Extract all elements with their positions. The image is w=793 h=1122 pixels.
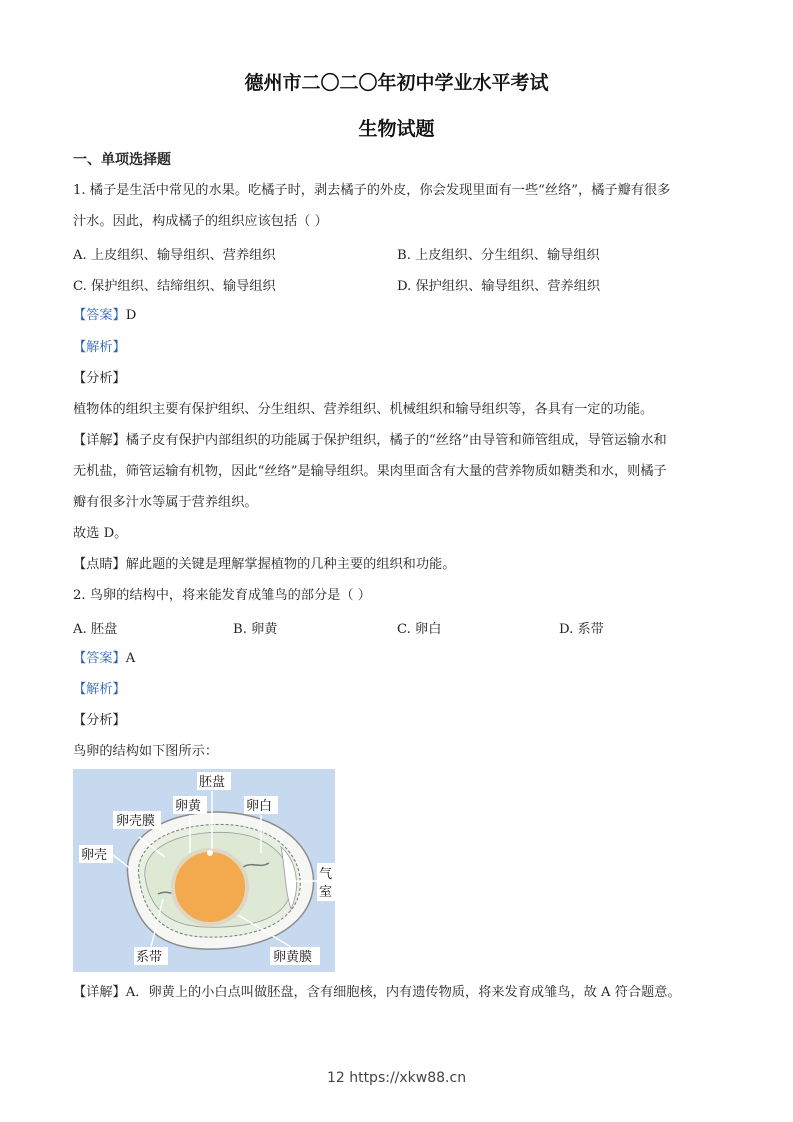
- q1-option-b: B. 上皮组织、分生组织、输导组织: [397, 248, 600, 263]
- q2-option-d: D. 系带: [559, 622, 604, 637]
- q1-analysis-tag: 【解析】: [73, 340, 126, 355]
- q1-option-c: C. 保护组织、结缔组织、输导组织: [73, 279, 276, 294]
- q2-detail: 【详解】A．卵黄上的小白点叫做胚盘，含有细胞核，内有遗传物质，将来发育成雏鸟，故 A 符合题意。: [73, 985, 681, 1000]
- section-heading: 一、单项选择题: [73, 152, 171, 168]
- label-shell: 卵壳: [81, 848, 108, 863]
- q1-stem-line1: 1. 橘子是生活中常见的水果。吃橘子时，剥去橘子的外皮，你会发现里面有一些“丝络”，橘子瓣有很多: [73, 183, 671, 198]
- exam-title: 德州市二〇二〇年初中学业水平考试: [244, 72, 549, 94]
- label-chalaza: 系带: [136, 950, 163, 965]
- answer-tag: 【答案】: [73, 308, 126, 323]
- q2-option-b: B. 卵黄: [233, 622, 278, 637]
- label-shell-membrane: 卵壳膜: [116, 814, 156, 829]
- germinal-disc: [207, 850, 213, 856]
- q1-answer: [73, 306, 136, 326]
- q1-conclusion: 故选 D。: [73, 526, 128, 541]
- answer-value: D: [125, 308, 137, 323]
- answer-value: A: [125, 651, 136, 666]
- label-yolk: 卵黄: [175, 799, 202, 814]
- q1-stem-line2: 汁水。因此，构成橘子的组织应该包括（ ）: [73, 214, 328, 229]
- label-yolk-membrane: 卵黄膜: [273, 950, 313, 965]
- q1-option-a: A. 上皮组织、输导组织、营养组织: [73, 248, 276, 263]
- yolk: [173, 850, 247, 924]
- q2-analysis-tag: 【解析】: [73, 682, 126, 697]
- q1-tip: 【点睛】解此题的关键是理解掌握植物的几种主要的组织和功能。: [73, 557, 456, 572]
- q1-detail-line2: 无机盐，筛管运输有机物，因此“丝络”是输导组织。果肉里面含有大量的营养物质如糖类和水，则橘子: [73, 464, 667, 479]
- egg-structure-diagram: [73, 769, 335, 972]
- q2-option-c: C. 卵白: [397, 622, 442, 637]
- q2-option-a: A. 胚盘: [73, 622, 118, 637]
- q1-fenxi-text: 植物体的组织主要有保护组织、分生组织、营养组织、机械组织和输导组织等，各具有一定的功能。: [73, 402, 654, 417]
- q2-answer: [73, 649, 135, 669]
- page-footer: 12 https://xkw88.cn: [326, 1070, 467, 1086]
- label-egg-white: 卵白: [246, 799, 273, 814]
- label-air-cell-1: 气: [319, 867, 333, 882]
- q2-fenxi-text: 鸟卵的结构如下图所示：: [73, 744, 219, 759]
- answer-tag: 【答案】: [73, 651, 126, 666]
- q1-option-d: D. 保护组织、输导组织、营养组织: [397, 279, 601, 294]
- q2-stem: 2. 鸟卵的结构中，将来能发育成雏鸟的部分是（ ）: [73, 588, 371, 603]
- q1-detail-line1: 【详解】橘子皮有保护内部组织的功能属于保护组织，橘子的“丝络”由导管和筛管组成，导管运输水和: [73, 433, 667, 448]
- label-air-cell-2: 室: [319, 885, 333, 900]
- q2-fenxi-tag: 【分析】: [73, 713, 126, 728]
- subject-title: 生物试题: [358, 118, 435, 140]
- q1-fenxi-tag: 【分析】: [73, 371, 126, 386]
- q1-detail-line3: 瓣有很多汁水等属于营养组织。: [73, 495, 258, 510]
- label-germinal-disc: 胚盘: [199, 775, 226, 790]
